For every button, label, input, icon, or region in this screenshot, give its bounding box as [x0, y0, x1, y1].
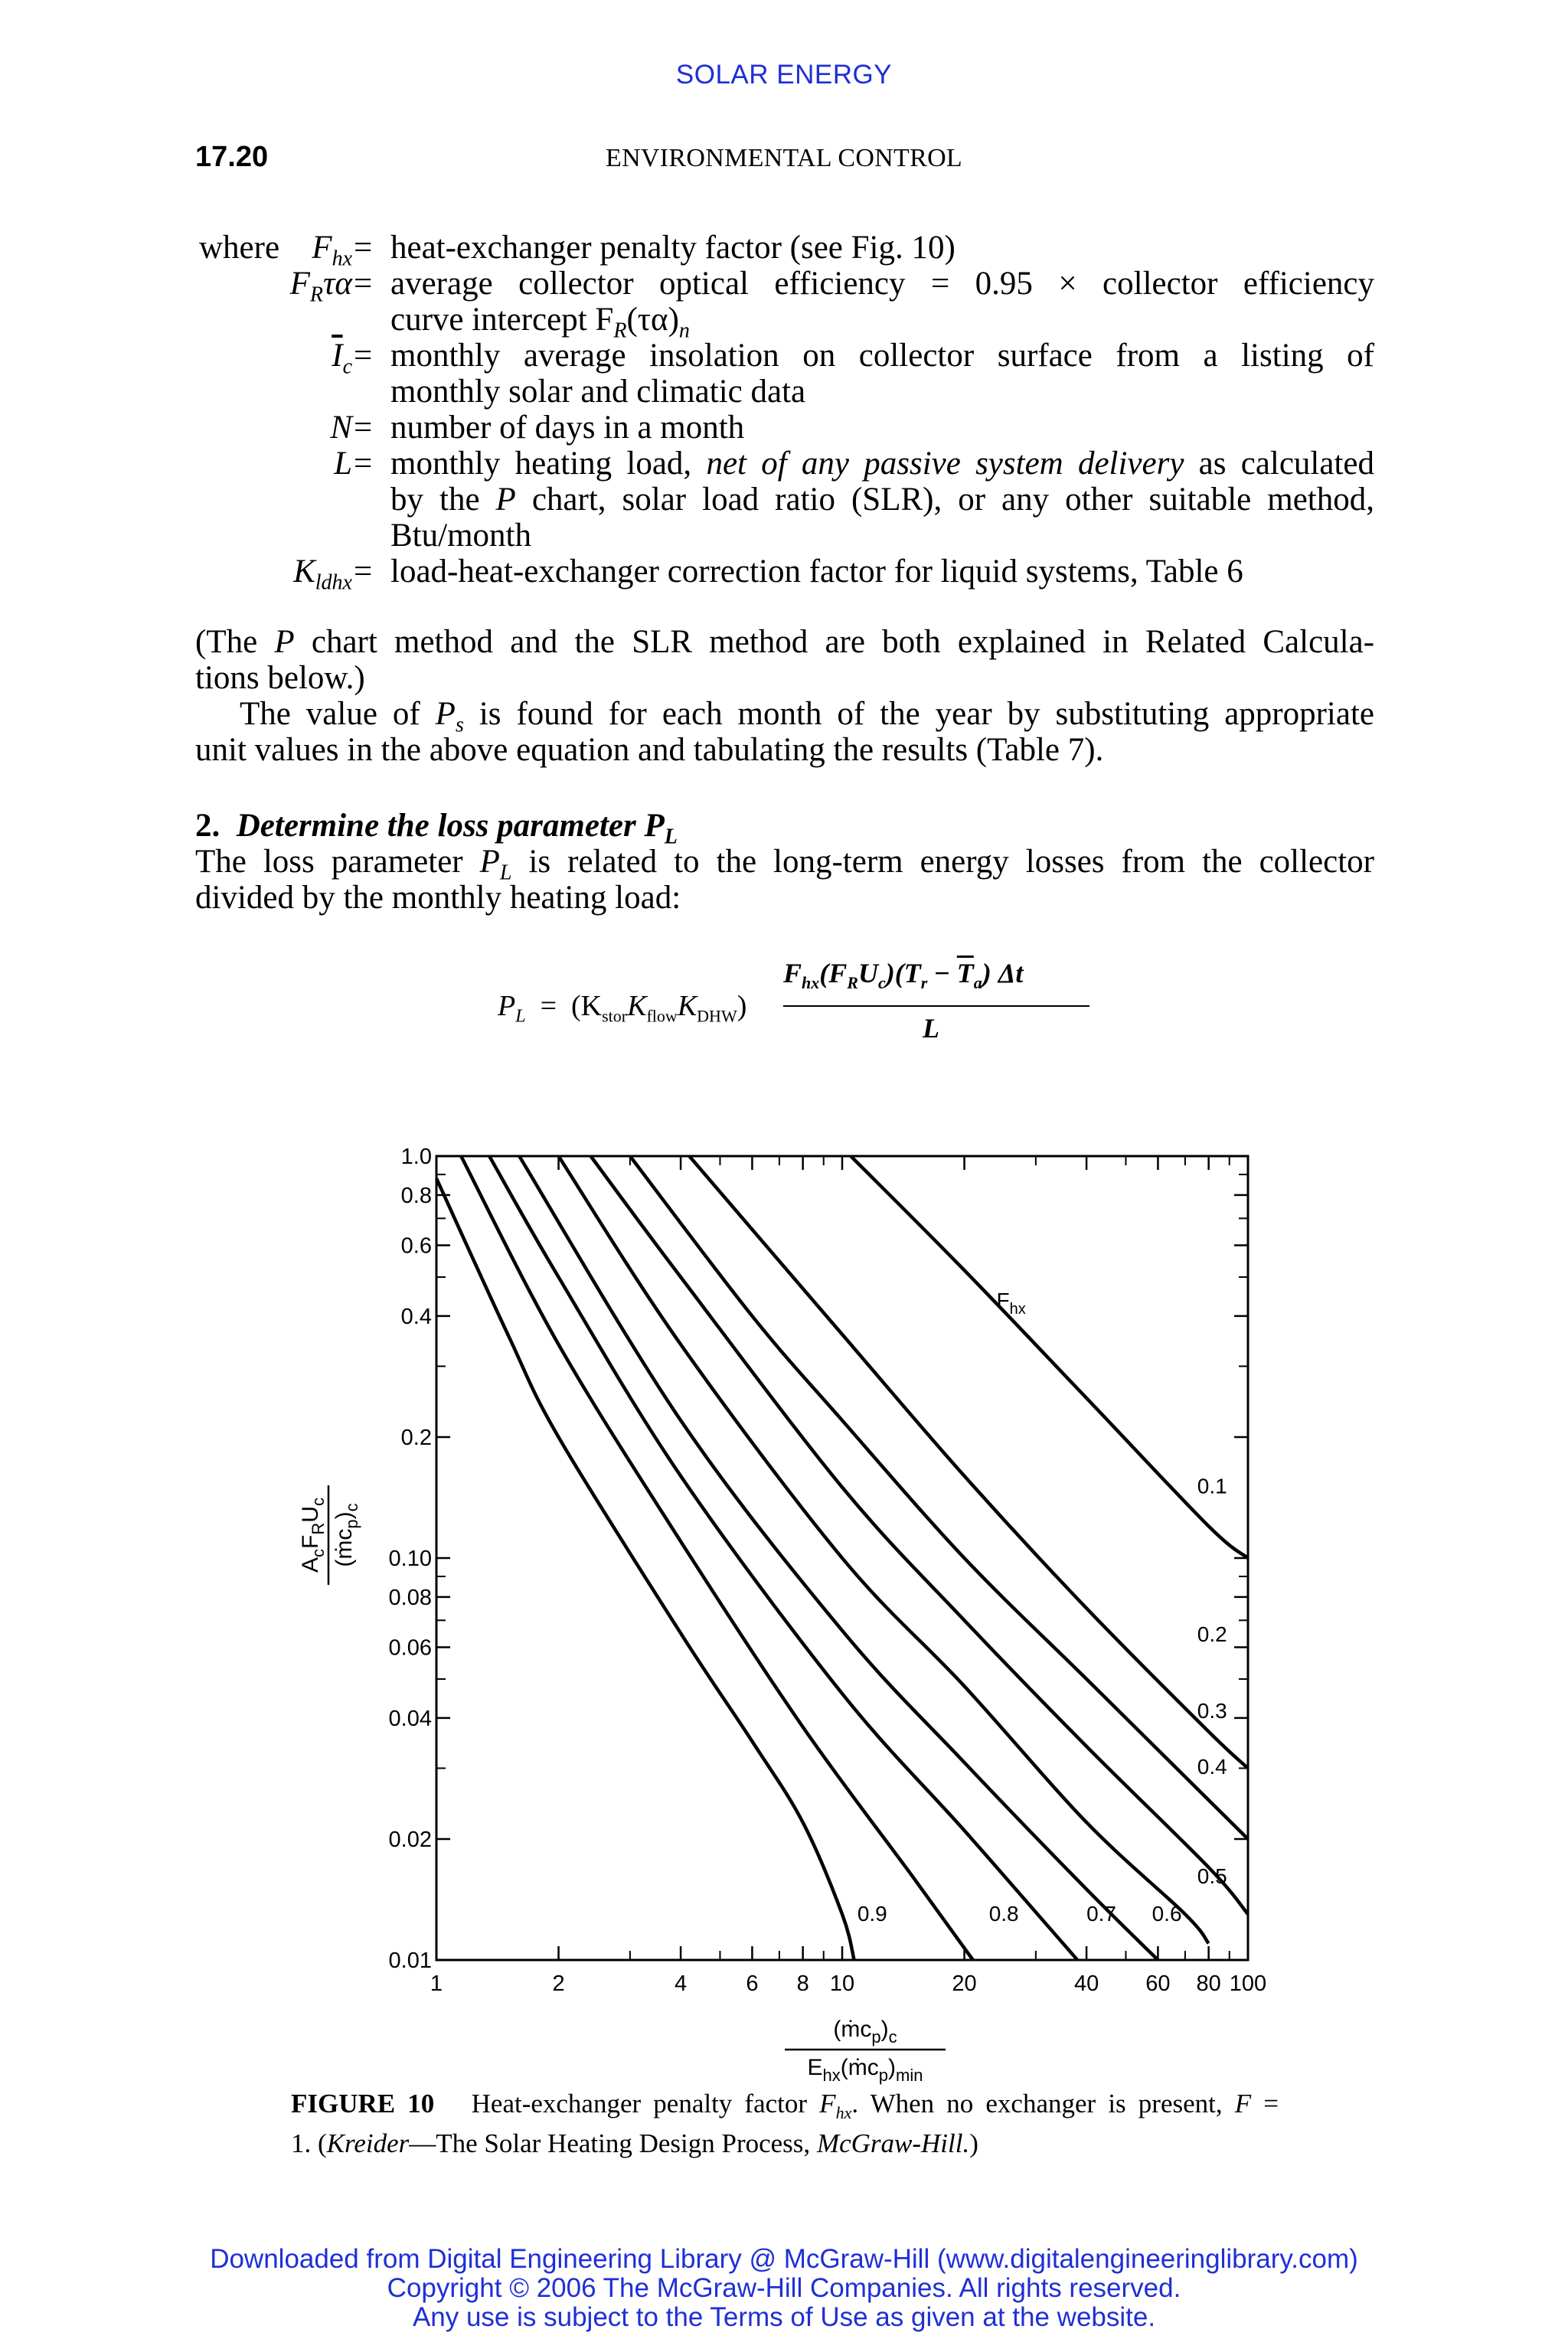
equation-denominator: L [923, 1013, 939, 1044]
fhx-annotation-sub: hx [1009, 1300, 1026, 1318]
curve-label-0-7: 0.7 [1086, 1902, 1117, 1926]
figure-caption [291, 2089, 1279, 2159]
top-link-solar-energy[interactable]: SOLAR ENERGY [675, 60, 893, 90]
y-tick-label: 0.10 [388, 1547, 432, 1571]
y-axis-label [298, 1485, 361, 1585]
def-term-frta: $F_R\tau\alpha$ [289, 266, 352, 307]
x-tick-label: 4 [675, 1971, 688, 1996]
curve-label-0-5: 0.5 [1197, 1864, 1227, 1889]
caption-line-2: 1. (Kreider—The Solar Heating Design Process, McGraw-Hill.) [291, 2128, 978, 2158]
y-axis-label-denominator: $(ṁc_p)_c$ [332, 1503, 361, 1567]
x-tick-label: 2 [552, 1971, 565, 1996]
curve-0-6 [519, 1156, 1158, 1960]
def-text-kldhx: load-heat-exchanger correction factor for liquid systems, Table 6 [390, 554, 1243, 590]
footer-download-link[interactable]: Downloaded from Digital Engineering Library @ McGraw-Hill (www.digitalengineeringlibrary.com) [210, 2244, 1358, 2274]
y-axis-label-numerator: $A_cF_RU_c$ [298, 1498, 328, 1573]
loss-parameter-equation [490, 957, 1102, 1049]
definitions-block [0, 230, 1568, 612]
paragraph-1-line-1: (The P chart method and the SLR method are both explained in Related Calcula- [195, 624, 1375, 660]
x-tick-label: 60 [1145, 1971, 1171, 1996]
equation-lhs: $P_L = (K_{stor}K_{flow}K_{DHW})$ [498, 990, 747, 1027]
def-term-fhx: $F_{hx}$ [312, 230, 352, 271]
step-2-heading: 2. Determine the loss parameter $P_L$ [195, 808, 678, 849]
curve-label-0-3: 0.3 [1197, 1698, 1227, 1723]
def-eq: = [354, 266, 373, 302]
paragraph-1-line-2: tions below.) [195, 660, 365, 696]
x-tick-label: 8 [796, 1971, 809, 1996]
x-tick-label: 80 [1196, 1971, 1221, 1996]
def-term-ic: $\overline{I}_c$ [332, 338, 352, 379]
footer-copyright: Copyright © 2006 The McGraw-Hill Companies. All rights reserved. [387, 2273, 1181, 2303]
heat-exchanger-penalty-chart [276, 1133, 1302, 2085]
def-eq: = [354, 410, 373, 446]
fraction-bar [783, 1005, 1089, 1007]
y-tick-label: 0.8 [400, 1183, 432, 1208]
def-term-n: N [330, 410, 352, 446]
where-label: where [199, 230, 280, 266]
curve-label-0-1: 0.1 [1197, 1474, 1227, 1498]
curve-0-2 [689, 1156, 1248, 1769]
curve-label-0-8: 0.8 [988, 1902, 1019, 1926]
running-head: ENVIRONMENTAL CONTROL [606, 144, 962, 172]
def-text-l-2: by the P chart, solar load ratio (SLR), or any other suitable method, [390, 482, 1374, 518]
def-text-l-3: Btu/month [390, 518, 531, 554]
footer-terms-link[interactable]: Any use is subject to the Terms of Use as given at the website. [412, 2302, 1156, 2332]
def-eq: = [354, 446, 373, 482]
equation-numerator: $F_{hx}(F_RU_c)(T_r - \overline{T}_a)$ Δt [783, 958, 1024, 993]
def-text-frta-2: curve intercept $F_R(\tau\alpha)_n$ [390, 302, 690, 343]
def-text-ic-2: monthly solar and climatic data [390, 374, 806, 410]
y-tick-label: 0.04 [388, 1706, 432, 1731]
y-tick-label: 0.2 [400, 1425, 432, 1450]
x-tick-label: 6 [746, 1971, 759, 1996]
curve-0-8 [461, 1156, 973, 1960]
def-text-l-1: monthly heating load, net of any passive system delivery as calculated [390, 446, 1374, 482]
curve-label-0-4: 0.4 [1197, 1755, 1227, 1779]
paragraph-2-line-2: unit values in the above equation and tabulating the results (Table 7). [195, 732, 1104, 768]
def-text-frta-1: average collector optical efficiency = 0.95 × collector efficiency [390, 266, 1374, 302]
step-2-text-2: divided by the monthly heating load: [195, 880, 681, 916]
footer-notice [0, 2245, 1568, 2332]
x-tick-label: 20 [952, 1971, 977, 1996]
y-tick-label: 1.0 [400, 1145, 432, 1169]
y-tick-label: 0.01 [388, 1949, 432, 1973]
x-axis-label-denominator: $E_{hx}(ṁc_p)_{min}$ [807, 2055, 923, 2085]
page-number: 17.20 [195, 141, 269, 173]
y-tick-label: 0.06 [388, 1635, 432, 1661]
curve-label-0-6: 0.6 [1152, 1902, 1182, 1926]
def-text-n: number of days in a month [390, 410, 745, 446]
def-term-l: L [334, 446, 352, 482]
curve-label-0-9: 0.9 [857, 1902, 887, 1926]
step-2-text-1: The loss parameter $P_L$ is related to the long-term energy losses from the collector [195, 844, 1374, 885]
def-eq: = [354, 230, 373, 266]
y-tick-label: 0.6 [400, 1233, 432, 1259]
x-tick-label: 1 [430, 1971, 443, 1996]
x-tick-label: 40 [1073, 1971, 1099, 1996]
fhx-annotation: $F_{hx}$ [996, 1288, 1026, 1318]
x-axis-label-numerator: $(ṁc_p)_c$ [833, 2017, 897, 2047]
def-term-kldhx: $K_{ldhx}$ [293, 554, 352, 595]
y-tick-label: 0.4 [400, 1304, 432, 1329]
def-text-fhx: heat-exchanger penalty factor (see Fig. 10) [390, 230, 956, 266]
x-tick-label: 100 [1229, 1971, 1267, 1996]
caption-line-1: FIGURE 10 Heat-exchanger penalty factor $F_{hx}$. When no exchanger is present, F = [291, 2089, 1279, 2122]
def-eq: = [354, 338, 373, 374]
paragraph-2-line-1: The value of $P_s$ is found for each month of the year by substituting appropriate [240, 696, 1375, 737]
def-text-ic-1: monthly average insolation on collector surface from a listing of [390, 338, 1374, 374]
y-tick-label: 0.02 [388, 1827, 432, 1852]
curve-label-0-2: 0.2 [1197, 1622, 1227, 1646]
curve-0-5 [559, 1156, 1209, 1943]
y-tick-label: 0.08 [388, 1585, 432, 1610]
x-tick-label: 10 [829, 1971, 855, 1996]
def-eq: = [354, 554, 373, 590]
curve-0-4 [591, 1156, 1249, 1914]
